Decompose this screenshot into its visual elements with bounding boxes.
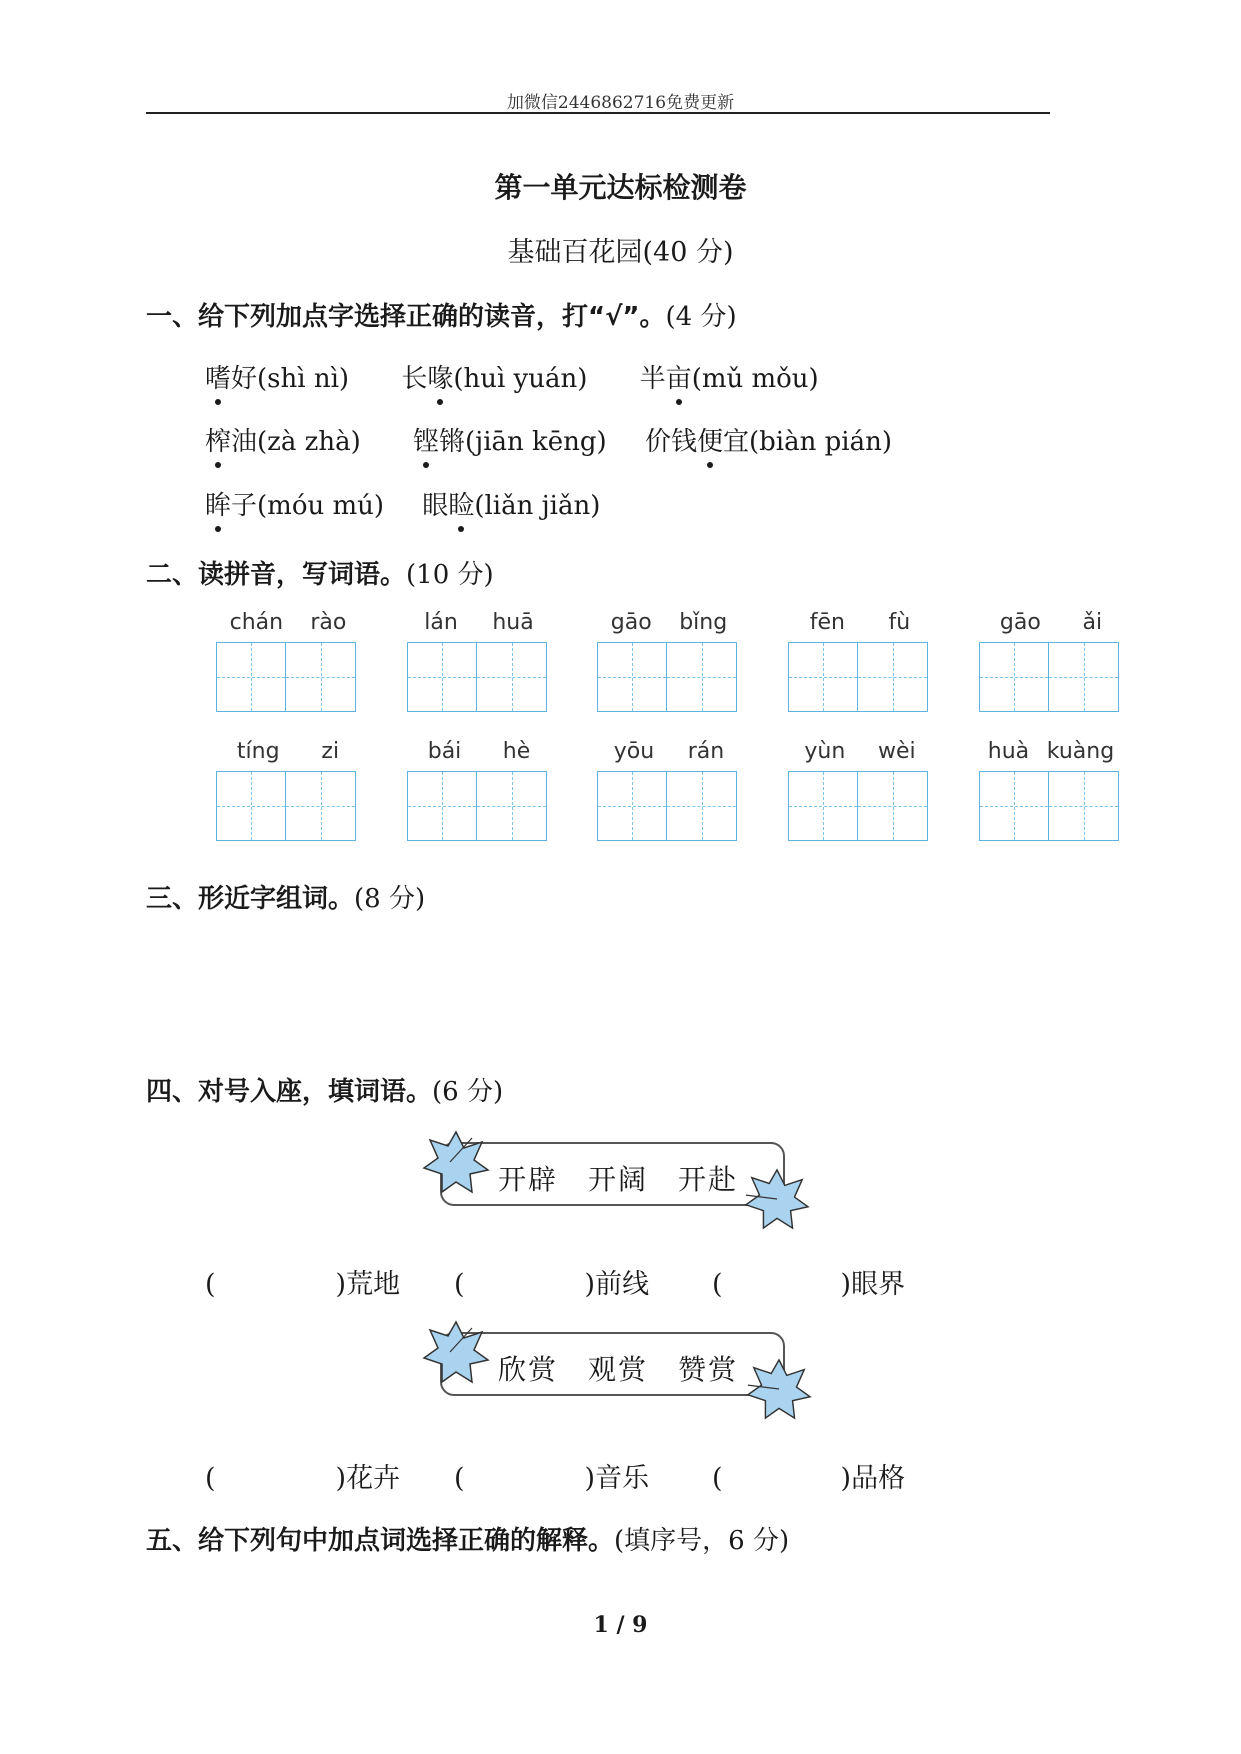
q1-item: 长喙(huì yuán) [401,358,587,395]
fill-blank[interactable]: ( )前线 [454,1269,650,1300]
leaf-icon [420,1318,492,1386]
q1-item: 铿锵(jiān kēng) [413,421,607,458]
q4-heading-text: 四、对号入座，填词语。 [146,1077,433,1107]
writing-cell[interactable] [286,771,356,841]
q3-score: (8 分) [354,884,426,914]
q2-score: (10 分) [406,560,494,590]
writing-cell[interactable] [597,771,667,841]
pinyin-grid: huà kuàng [979,737,1129,841]
pinyin-grid: gāo ǎi [979,608,1129,712]
writing-cell[interactable] [979,642,1049,712]
q3-heading-text: 三、形近字组词。 [146,884,355,914]
word-option: 开辟 [498,1163,559,1196]
fill-blank[interactable]: ( )品格 [712,1463,906,1494]
word-option: 开赴 [678,1163,739,1196]
q1-item: 榨油(zà zhà) [205,421,361,458]
pinyin-grid: tíng zi [216,737,366,841]
writing-cell[interactable] [788,771,858,841]
q3-heading [146,878,425,915]
section-subtitle: 基础百花园(40 分) [507,237,734,268]
writing-cell[interactable] [1049,771,1119,841]
pinyin-grid: chán rào [216,608,366,712]
word-option: 观赏 [588,1353,649,1386]
q1-heading [146,296,737,333]
fill-blank[interactable]: ( )音乐 [454,1463,650,1494]
q1-item: 价钱便宜(biàn pián) [645,421,892,458]
writing-cell[interactable] [477,642,547,712]
pinyin-grid: lán huā [407,608,557,712]
writing-cell[interactable] [788,642,858,712]
q2-heading [146,554,494,591]
writing-cell[interactable] [667,771,737,841]
pinyin-grid: yùn wèi [788,737,938,841]
q1-row-3 [205,485,644,522]
page-number: 1 / 9 [593,1612,648,1638]
q4-score: (6 分) [432,1077,504,1107]
q1-heading-text: 一、给下列加点字选择正确的读音，打“√”。 [146,302,666,332]
pinyin-grid: bái hè [407,737,557,841]
writing-cell[interactable] [407,642,477,712]
pinyin-grid: fēn fù [788,608,938,712]
q1-item: 眼睑(liǎn jiǎn) [422,485,600,522]
q5-score: (填序号，6 分) [614,1526,790,1556]
writing-cell[interactable] [597,642,667,712]
q5-heading-text: 五、给下列句中加点词选择正确的解释。 [146,1526,615,1556]
q1-item: 半亩(mǔ mǒu) [640,358,819,395]
writing-cell[interactable] [216,771,286,841]
pinyin-grid: gāo bǐng [597,608,747,712]
word-bank-1 [498,1158,768,1198]
q2-heading-text: 二、读拼音，写词语。 [146,560,407,590]
writing-cell[interactable] [407,771,477,841]
writing-cell[interactable] [477,771,547,841]
leaf-icon [420,1128,492,1196]
q1-item: 眸子(móu mú) [205,485,384,522]
writing-cell[interactable] [667,642,737,712]
writing-cell[interactable] [286,642,356,712]
writing-cell[interactable] [979,771,1049,841]
pinyin-grid: yōu rán [597,737,747,841]
q1-score: (4 分) [665,302,737,332]
word-option: 赞赏 [678,1353,739,1386]
page-title: 第一单元达标检测卷 [494,171,747,204]
writing-cell[interactable] [858,771,928,841]
q4-heading [146,1071,503,1108]
q1-item: 嗜好(shì nì) [205,358,349,395]
header-note: 加微信2446862716免费更新 [506,93,735,113]
fill-blank[interactable]: ( )眼界 [712,1269,906,1300]
q5-heading [146,1520,789,1557]
word-option: 欣赏 [498,1353,559,1386]
writing-cell[interactable] [1049,642,1119,712]
q1-row-2 [205,421,936,458]
writing-cell[interactable] [858,642,928,712]
word-option: 开阔 [588,1163,649,1196]
fill-blank[interactable]: ( )花卉 [205,1463,401,1494]
header-divider [146,112,1050,114]
word-bank-2 [498,1348,768,1388]
q1-row-1 [205,358,863,395]
fill-blank[interactable]: ( )荒地 [205,1269,401,1300]
writing-cell[interactable] [216,642,286,712]
